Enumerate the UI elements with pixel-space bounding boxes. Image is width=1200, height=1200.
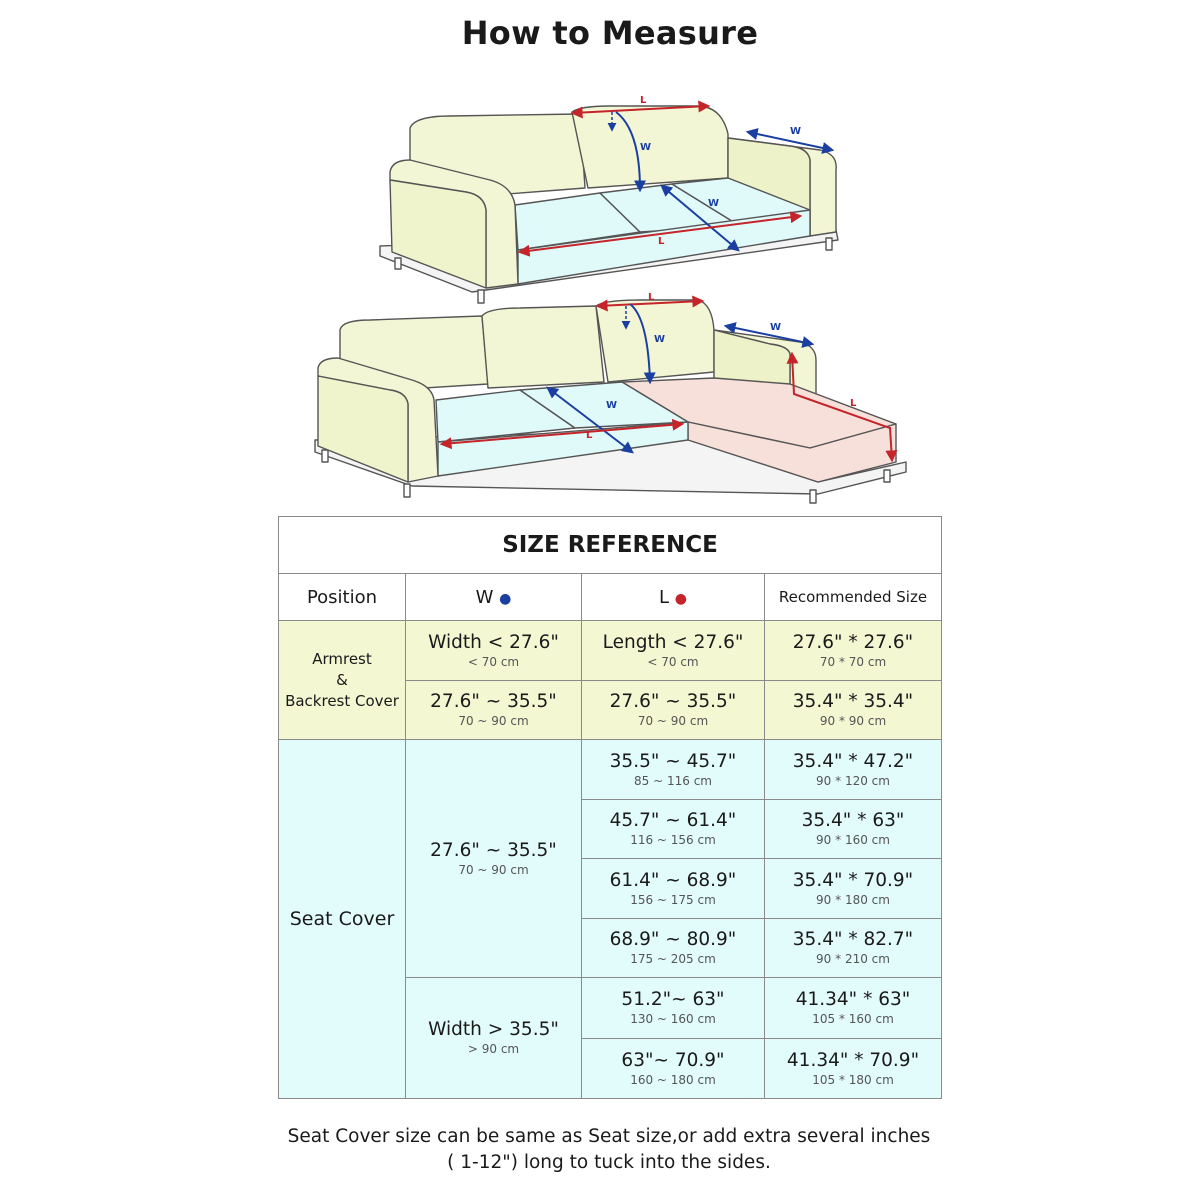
- size-reference-table: [278, 516, 942, 1099]
- table-cell: 27.6" ~ 35.5" 70 ~ 90 cm: [406, 681, 582, 740]
- table-cell: 61.4" ~ 68.9" 156 ~ 175 cm: [582, 859, 765, 919]
- header-position: Position: [279, 574, 406, 621]
- table-cell: 68.9" ~ 80.9" 175 ~ 205 cm: [582, 919, 765, 978]
- table-cell: 63"~ 70.9" 160 ~ 180 cm: [582, 1039, 765, 1099]
- length-label: L: [648, 292, 655, 303]
- width-label: W: [770, 322, 782, 333]
- table-cell: 35.5" ~ 45.7" 85 ~ 116 cm: [582, 740, 765, 800]
- sofa-leg: [826, 238, 832, 250]
- sofa-leg: [810, 490, 816, 503]
- table-cell: 41.34" * 70.9" 105 * 180 cm: [765, 1039, 942, 1099]
- sofa-measure-diagram: [0, 0, 1200, 515]
- length-label: L: [658, 236, 665, 247]
- header-width: W ●: [406, 574, 582, 621]
- page-title: How to Measure: [461, 14, 759, 52]
- table-title: SIZE REFERENCE: [279, 517, 942, 574]
- table-cell: 41.34" * 63" 105 * 160 cm: [765, 978, 942, 1039]
- width-label: W: [606, 400, 618, 411]
- table-cell: 35.4" * 63" 90 * 160 cm: [765, 800, 942, 859]
- length-label: L: [850, 398, 857, 409]
- width-label: W: [640, 142, 652, 153]
- table-cell: Width > 35.5" > 90 cm: [406, 978, 582, 1099]
- sofa-leg: [404, 484, 410, 497]
- table-cell: Width < 27.6" < 70 cm: [406, 621, 582, 681]
- table-cell: 35.4" * 82.7" 90 * 210 cm: [765, 919, 942, 978]
- width-label: W: [708, 198, 720, 209]
- sofa-leg: [884, 470, 890, 482]
- sofa-leg: [395, 258, 401, 269]
- back-cushion: [482, 306, 604, 388]
- table-cell: 27.6" ~ 35.5" 70 ~ 90 cm: [406, 740, 582, 978]
- length-label: L: [640, 95, 647, 106]
- length-label: L: [586, 430, 593, 441]
- sofa-leg: [478, 290, 484, 303]
- header-length: L ●: [582, 574, 765, 621]
- table-cell: 35.4" * 47.2" 90 * 120 cm: [765, 740, 942, 800]
- table-cell: Length < 27.6" < 70 cm: [582, 621, 765, 681]
- table-cell: 35.4" * 35.4" 90 * 90 cm: [765, 681, 942, 740]
- width-label: W: [790, 126, 802, 137]
- footnote: Seat Cover size can be same as Seat size,or add extra several inches ( 1-12") long to tuck into the sides.: [287, 1126, 931, 1173]
- table-cell: 27.6" * 27.6" 70 * 70 cm: [765, 621, 942, 681]
- table-cell: 51.2"~ 63" 130 ~ 160 cm: [582, 978, 765, 1039]
- table-cell: 27.6" ~ 35.5" 70 ~ 90 cm: [582, 681, 765, 740]
- sofa-leg: [322, 450, 328, 462]
- header-recommended-size: Recommended Size: [765, 574, 942, 621]
- armrest-backrest-label: Armrest & Backrest Cover: [279, 621, 406, 740]
- width-label: W: [654, 334, 666, 345]
- table-cell: 45.7" ~ 61.4" 116 ~ 156 cm: [582, 800, 765, 859]
- table-cell: 35.4" * 70.9" 90 * 180 cm: [765, 859, 942, 919]
- seat-cover-label: Seat Cover: [279, 740, 406, 1099]
